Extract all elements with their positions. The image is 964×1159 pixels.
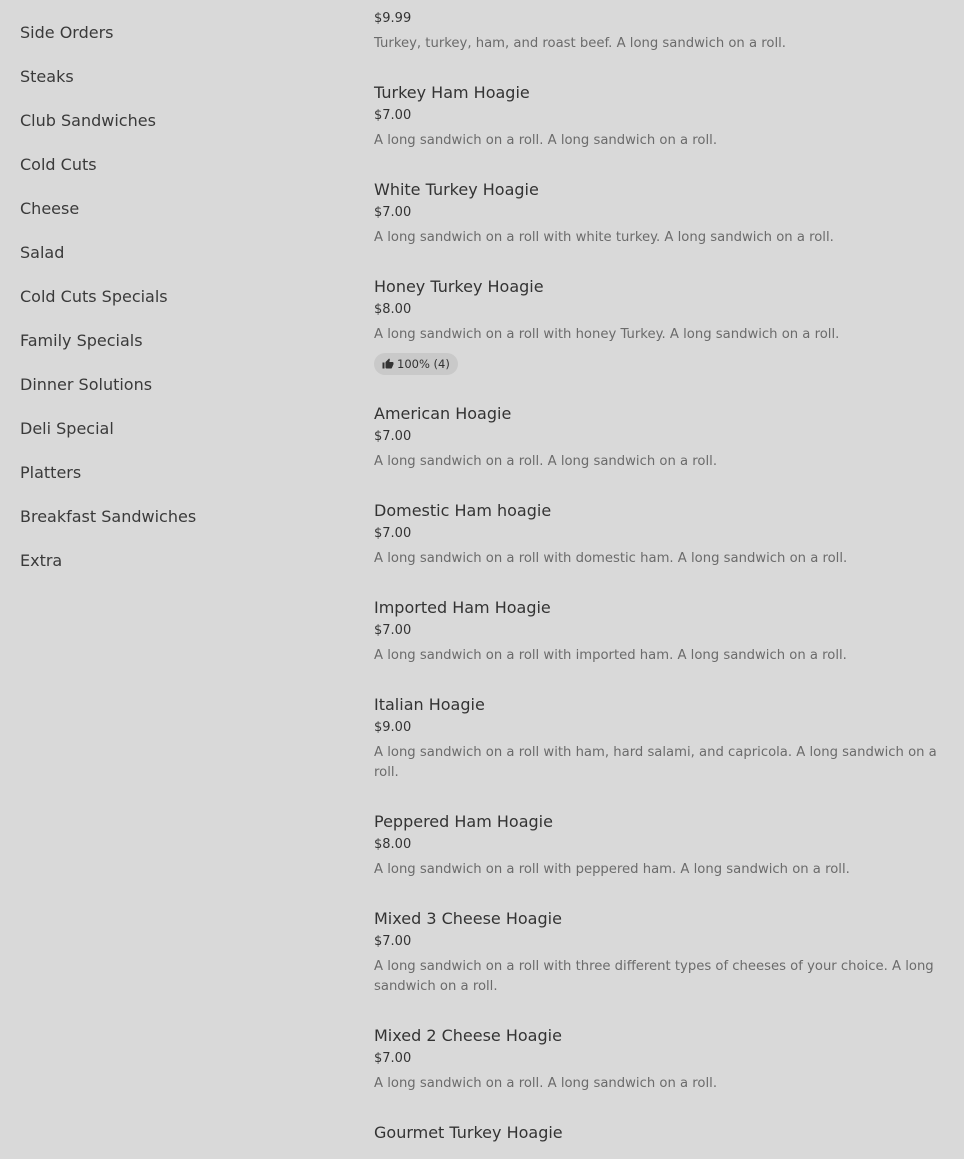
menu-item[interactable] [374,179,944,248]
sidebar-item-cheese[interactable]: Cheese [20,199,80,218]
item-name: White Turkey Hoagie [374,180,539,199]
rating-text: 100% (4) [397,357,450,371]
sidebar-item-deli-special[interactable]: Deli Special [20,419,114,438]
menu-item[interactable] [374,276,944,375]
sidebar-item-family-specials[interactable]: Family Specials [20,331,143,350]
menu-item[interactable] [374,403,944,472]
item-description: Turkey, turkey, ham, and roast beef. A long sandwich on a roll. [374,36,786,51]
sidebar-item-club-sandwiches[interactable]: Club Sandwiches [20,111,156,130]
sidebar-item-cold-cuts[interactable]: Cold Cuts [20,155,97,174]
item-price: $7.00 [374,623,412,638]
category-sidebar [20,22,320,594]
item-description: A long sandwich on a roll with domestic ham. A long sandwich on a roll. [374,551,848,566]
menu-item[interactable] [374,694,944,783]
menu-item[interactable] [374,1025,944,1094]
item-price: $7.00 [374,429,412,444]
thumbs-up-icon [382,358,394,370]
item-name: Honey Turkey Hoagie [374,277,544,296]
sidebar-item-extra[interactable]: Extra [20,551,63,570]
sidebar-item-platters[interactable]: Platters [20,463,82,482]
menu-item[interactable] [374,908,944,997]
sidebar-item-salad[interactable]: Salad [20,243,65,262]
item-price: $8.00 [374,302,412,317]
item-description: A long sandwich on a roll with white turkey. A long sandwich on a roll. [374,230,834,245]
item-name: Italian Hoagie [374,695,485,714]
item-name: Peppered Ham Hoagie [374,812,553,831]
item-description: A long sandwich on a roll. A long sandwich on a roll. [374,133,718,148]
item-name: Gourmet Turkey Hoagie [374,1123,563,1142]
item-description: A long sandwich on a roll with imported ham. A long sandwich on a roll. [374,648,847,663]
item-name: Mixed 3 Cheese Hoagie [374,909,562,928]
menu-item[interactable] [374,0,944,54]
item-name: Imported Ham Hoagie [374,598,551,617]
menu-item-list [374,0,944,1159]
sidebar-item-side-orders[interactable]: Side Orders [20,23,114,42]
item-description: A long sandwich on a roll. A long sandwich on a roll. [374,1076,718,1091]
item-price: $7.00 [374,934,412,949]
item-price: $7.00 [374,205,412,220]
menu-item[interactable] [374,82,944,151]
item-price: $7.00 [374,1051,412,1066]
item-name: American Hoagie [374,404,512,423]
menu-item[interactable] [374,500,944,569]
sidebar-item-dinner-solutions[interactable]: Dinner Solutions [20,375,153,394]
item-description: A long sandwich on a roll with three different types of cheeses of your choice. A long sandwich on a roll. [374,959,934,994]
item-description: A long sandwich on a roll. A long sandwich on a roll. [374,454,718,469]
item-name [374,0,944,7]
item-name: Domestic Ham hoagie [374,501,552,520]
item-description: A long sandwich on a roll with peppered ham. A long sandwich on a roll. [374,862,850,877]
item-description: A long sandwich on a roll with ham, hard salami, and capricola. A long sandwich on a roll. [374,745,937,780]
item-price: $9.00 [374,720,412,735]
item-name: Mixed 2 Cheese Hoagie [374,1026,562,1045]
sidebar-item-breakfast-sandwiches[interactable]: Breakfast Sandwiches [20,507,197,526]
menu-item[interactable] [374,811,944,880]
item-name: Turkey Ham Hoagie [374,83,530,102]
rating-badge [374,353,458,375]
item-price: $7.00 [374,526,412,541]
sidebar-item-steaks[interactable]: Steaks [20,67,74,86]
menu-item[interactable] [374,1122,944,1144]
menu-item[interactable] [374,597,944,666]
item-price: $8.00 [374,837,412,852]
item-description: A long sandwich on a roll with honey Turkey. A long sandwich on a roll. [374,327,840,342]
item-price: $9.99 [374,11,412,26]
sidebar-item-cold-cuts-specials[interactable]: Cold Cuts Specials [20,287,168,306]
item-price: $7.00 [374,108,412,123]
